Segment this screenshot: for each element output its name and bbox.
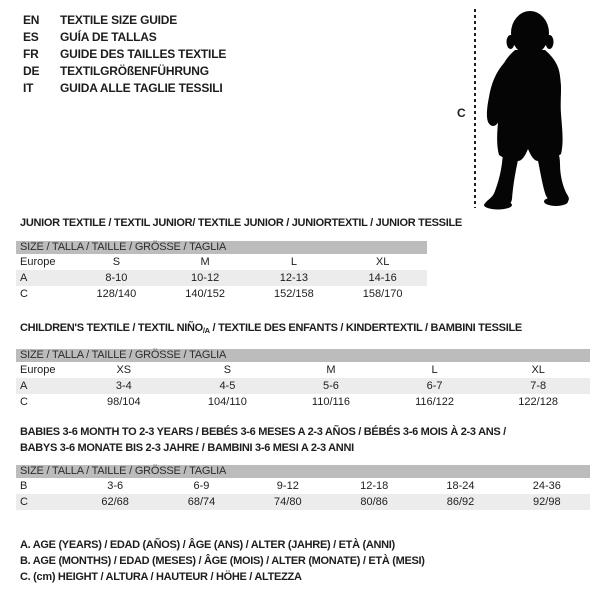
height-measure-label: C (457, 106, 466, 120)
table-row (16, 394, 590, 410)
legend-note-a: A. AGE (YEARS) / EDAD (AÑOS) / ÂGE (ANS) / ALTER (JAHRE) / ETÀ (ANNI) (20, 539, 395, 551)
language-list (23, 12, 226, 97)
language-code: DE (23, 64, 40, 78)
row-label: A (20, 272, 28, 284)
size-header-bar: SIZE / TALLA / TAILLE / GRÖSSE / TAGLIA (16, 349, 590, 362)
size-cell: 8-10 (105, 272, 128, 284)
babies-title-line2: BABYS 3-6 MONATE BIS 2-3 JAHRE / BAMBINI 3-6 MESI A 2-3 ANNI (20, 442, 354, 454)
row-label: C (20, 396, 28, 408)
language-code: FR (23, 47, 39, 61)
children-section-title (20, 322, 522, 335)
size-cell: XS (116, 364, 132, 376)
size-cell: 116/122 (415, 396, 455, 408)
size-cell: 74/80 (274, 496, 302, 508)
size-cell: XL (531, 364, 545, 376)
legend-note-c: C. (cm) HEIGHT / ALTURA / HAUTEUR / HÖHE / ALTEZZA (20, 571, 302, 583)
size-cell: S (112, 256, 121, 268)
size-cell: 104/110 (207, 396, 247, 408)
size-cell: 14-16 (368, 272, 397, 284)
size-cell: 9-12 (276, 480, 299, 492)
size-cell: 110/116 (311, 396, 351, 408)
language-label: GUÍA DE TALLAS (60, 30, 157, 44)
row-label: Europe (20, 364, 56, 376)
size-cell: L (431, 364, 438, 376)
row-label: Europe (20, 256, 56, 268)
height-measure-dotted-line (474, 9, 476, 208)
table-row (16, 254, 427, 270)
table-row (16, 270, 427, 286)
language-row-de (23, 63, 226, 80)
toddler-silhouette-icon (482, 8, 574, 210)
size-cell: 98/104 (106, 396, 141, 408)
size-cell: 86/92 (446, 496, 475, 508)
language-row-it (23, 80, 226, 97)
language-code: ES (23, 30, 39, 44)
table-row (16, 286, 427, 302)
size-cell: S (223, 364, 232, 376)
row-label: C (20, 288, 28, 300)
size-cell: L (290, 256, 297, 268)
language-row-en (23, 12, 226, 29)
language-row-es (23, 29, 226, 46)
size-cell: 10-12 (191, 272, 220, 284)
size-cell: M (326, 364, 336, 376)
legend-note-b: B. AGE (MONTHS) / EDAD (MESES) / ÂGE (MOIS) / ALTER (MONATE) / ETÀ (MESI) (20, 555, 425, 567)
children-title-text: CHILDREN'S TEXTILE / TEXTIL NIÑO (20, 322, 203, 334)
babies-size-table (16, 465, 590, 510)
row-label: A (20, 380, 28, 392)
table-row (16, 362, 590, 378)
size-cell: 24-36 (532, 480, 561, 492)
size-cell: 12-18 (360, 480, 389, 492)
size-cell: 92/98 (533, 496, 561, 508)
row-label: B (20, 480, 28, 492)
language-label: GUIDA ALLE TAGLIE TESSILI (60, 81, 223, 95)
language-code: EN (23, 13, 40, 27)
size-cell: 6-7 (426, 380, 443, 392)
size-cell: 62/68 (101, 496, 129, 508)
size-cell: 3-4 (115, 380, 132, 392)
size-header-bar: SIZE / TALLA / TAILLE / GRÖSSE / TAGLIA (16, 465, 590, 478)
size-cell: XL (375, 256, 390, 268)
legend-notes (20, 537, 425, 585)
table-row (16, 494, 590, 510)
babies-section-title (20, 424, 506, 456)
size-cell: 6-9 (193, 480, 210, 492)
size-cell: 5-6 (323, 380, 339, 392)
size-cell: M (200, 256, 210, 268)
size-cell: 68/74 (187, 496, 216, 508)
size-header-bar: SIZE / TALLA / TAILLE / GRÖSSE / TAGLIA (16, 241, 427, 254)
language-row-fr (23, 46, 226, 63)
children-title-subscript: /A (202, 326, 210, 335)
size-cell: 80/86 (360, 496, 388, 508)
junior-section-title: JUNIOR TEXTILE / TEXTIL JUNIOR/ TEXTILE JUNIOR / JUNIORTEXTIL / JUNIOR TESSILE (20, 217, 462, 229)
size-cell: 12-13 (279, 272, 308, 284)
size-cell: 7-8 (530, 380, 547, 392)
language-code: IT (23, 81, 34, 95)
size-cell: 18-24 (446, 480, 475, 492)
size-cell: 140/152 (185, 288, 225, 300)
table-row (16, 378, 590, 394)
size-cell: 158/170 (362, 288, 403, 300)
size-cell: 122/128 (518, 396, 559, 408)
size-cell: 3-6 (107, 480, 124, 492)
language-label: TEXTILGRÖßENFÜHRUNG (60, 64, 209, 78)
children-title-text: / TEXTILE DES ENFANTS / KINDERTEXTIL / BAMBINI TESSILE (209, 322, 522, 334)
language-label: TEXTILE SIZE GUIDE (60, 13, 178, 27)
language-label: GUIDE DES TAILLES TEXTILE (60, 47, 227, 61)
children-size-table (16, 349, 590, 410)
size-cell: 152/158 (273, 288, 314, 300)
row-label: C (20, 496, 28, 508)
junior-size-table (16, 241, 427, 302)
size-cell: 4-5 (219, 380, 236, 392)
table-row (16, 478, 590, 494)
babies-title-line1: BABIES 3-6 MONTH TO 2-3 YEARS / BEBÉS 3-6 MESES A 2-3 AÑOS / BÉBÉS 3-6 MOIS À 2-3 ANS / (20, 426, 506, 438)
size-cell: 128/140 (96, 288, 137, 300)
